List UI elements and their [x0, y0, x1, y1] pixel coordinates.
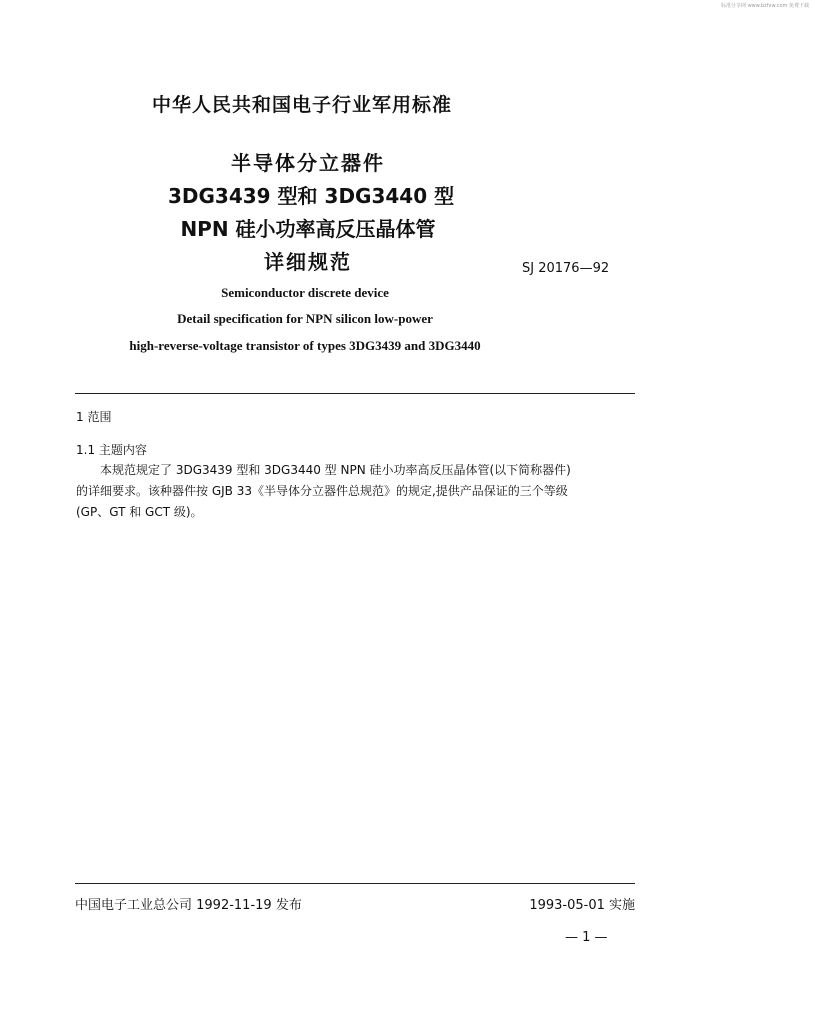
- watermark-note: 标准分享网 www.bzfxw.com 免费下载: [721, 3, 809, 9]
- title-line-1: 半导体分立器件: [231, 151, 385, 175]
- english-title-line-2: Detail specification for NPN silicon low-power: [177, 311, 433, 326]
- english-title-line-1: Semiconductor discrete device: [221, 285, 389, 300]
- paragraph-line-3: (GP、GT 和 GCT 级)。: [76, 505, 203, 519]
- title-line-3: NPN 硅小功率高反压晶体管: [180, 217, 436, 241]
- title-line-2: 3DG3439 型和 3DG3440 型: [168, 184, 455, 208]
- paragraph-line-2: 的详细要求。该种器件按 GJB 33《半导体分立器件总规范》的规定,提供产品保证的三个等级: [76, 484, 568, 498]
- standard-number: SJ 20176—92: [522, 261, 610, 276]
- issue-info: 中国电子工业总公司 1992-11-19 发布: [75, 898, 302, 913]
- standard-organization-header: 中华人民共和国电子行业军用标准: [152, 94, 453, 116]
- footer-divider: [75, 883, 635, 884]
- english-title-line-3: high-reverse-voltage transistor of types 3DG3439 and 3DG3440: [129, 338, 481, 353]
- header-divider: [75, 393, 635, 394]
- title-line-4: 详细规范: [264, 250, 352, 274]
- section-heading-scope: 1 范围: [76, 410, 112, 424]
- subsection-heading-subject: 1.1 主题内容: [76, 443, 147, 457]
- effective-date: 1993-05-01 实施: [529, 898, 635, 913]
- subject-paragraph: [76, 460, 641, 523]
- paragraph-line-1: 本规范规定了 3DG3439 型和 3DG3440 型 NPN 硅小功率高反压晶体管(以下简称器件): [100, 463, 571, 477]
- page-number: — 1 —: [565, 930, 608, 945]
